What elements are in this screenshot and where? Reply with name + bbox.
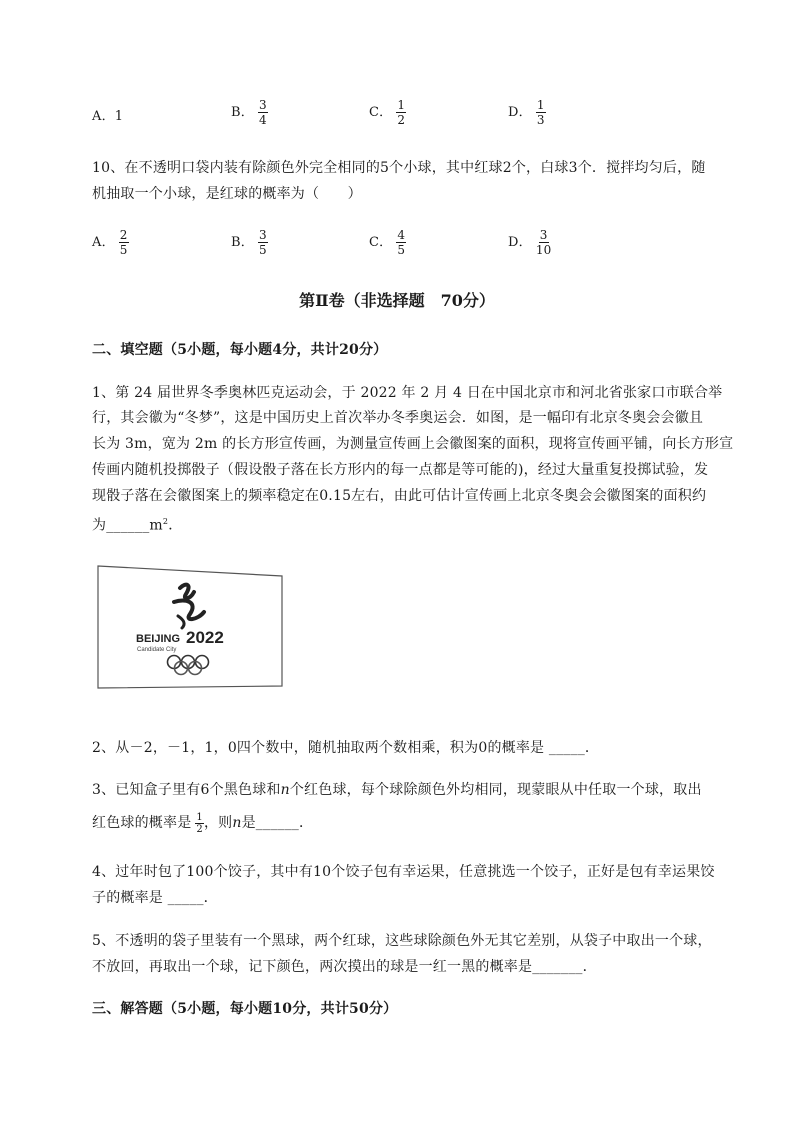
beijing-2022-poster-figure [94, 562, 286, 692]
logo-candidate-city-text: Candidate City [137, 647, 177, 653]
q10-option-a: A． $\frac{2}{5}$ [92, 228, 128, 257]
q9-option-b-fraction: $\frac{3}{4}$ [258, 98, 267, 127]
fill-1-line-3: 长为 3m，宽为 2m 的长方形宣传画，为测量宣传画上会徽图案的面积，现将宣传画平铺，向长方形宣 [92, 436, 734, 452]
fill-4-line-2: 子的概率是 _____． [92, 890, 218, 906]
section-3-heading: 三、解答题（5小题，每小题10分，共计50分） [92, 1001, 398, 1017]
fill-1-line-5: 现骰子落在会徽图案上的频率稳定在0.15左右，由此可估计宣传画上北京冬奥会会徽图案的面积约 [92, 488, 707, 504]
q10-option-c: C． $\frac{4}{5}$ [369, 228, 406, 257]
fill-4-line-1: 4、过年时包了100个饺子，其中有10个饺子包有幸运果，任意挑选一个饺子，正好是包有幸运果饺 [92, 864, 715, 880]
q9-option-c-fraction: $\frac{1}{2}$ [397, 98, 406, 127]
fill-3-line-2: 红色球的概率是 $\frac{1}{2}$ ，则n是______． [92, 811, 314, 835]
logo-beijing-text: BEIJING [136, 633, 181, 645]
fill-1-line-6: 为$\_\_\_\_\_\_m^2$． [92, 517, 183, 534]
q10-option-c-fraction: $\frac{4}{5}$ [397, 228, 406, 257]
q10-option-b: B． $\frac{3}{5}$ [231, 228, 267, 257]
fill-2-line: 2、从－2，－1，1，0四个数中，随机抽取两个数相乘，积为0的概率是 _____． [92, 740, 600, 756]
q9-option-d-fraction: $\frac{1}{3}$ [536, 98, 545, 127]
q10-line-1: 10、在不透明口袋内装有除颜色外完全相同的5个小球，其中红球2个，白球3个．搅拌均匀后，随 [92, 160, 706, 176]
part-2-title: 第Ⅱ卷（非选择题 70分） [299, 291, 495, 310]
q9-option-d: D． $\frac{1}{3}$ [508, 98, 545, 127]
fill-1-line-2: 行，其会徽为“冬梦”，这是中国历史上首次举办冬季奥运会．如图，是一幅印有北京冬奥会会徽且 [92, 410, 704, 426]
q10-option-b-fraction: $\frac{3}{5}$ [258, 228, 267, 257]
fill-5-line-1: 5、不透明的袋子里装有一个黑球，两个红球，这些球除颜色外无其它差别，从袋子中取出一个球， [92, 933, 712, 949]
fill-1-line-4: 传画内随机投掷骰子（假设骰子落在长方形内的每一点都是等可能的)，经过大量重复投掷试验，发 [92, 462, 709, 478]
q9-option-c: C． $\frac{1}{2}$ [369, 98, 406, 127]
q10-option-a-fraction: $\frac{2}{5}$ [119, 228, 128, 257]
fill-5-line-2: 不放回，再取出一个球，记下颜色，两次摸出的球是一红一黑的概率是_______． [92, 959, 597, 975]
q10-line-2: 机抽取一个小球，是红球的概率为（ ） [92, 186, 362, 202]
fill-1-line-1: 1、第 24 届世界冬季奥林匹克运动会，于 2022 年 2 月 4 日在中国北京市和河北省张家口市联合举 [92, 385, 723, 401]
q9-option-a: A．1 [92, 109, 124, 124]
q9-option-b: B． $\frac{3}{4}$ [231, 98, 267, 127]
logo-year-text: 2022 [186, 628, 224, 647]
fill-3-line-1: 3、已知盒子里有6个黑色球和n个红色球，每个球除颜色外均相同，现蒙眼从中任取一个球，取出 [92, 782, 702, 798]
q10-option-d-fraction: $\frac{3}{10}$ [535, 228, 552, 257]
q10-option-d: D． $\frac{3}{10}$ [508, 228, 552, 257]
poster-frame [98, 566, 282, 688]
fill-3-fraction: $\frac{1}{2}$ [196, 811, 203, 835]
section-2-heading: 二、填空题（5小题，每小题4分，共计20分） [92, 342, 388, 358]
